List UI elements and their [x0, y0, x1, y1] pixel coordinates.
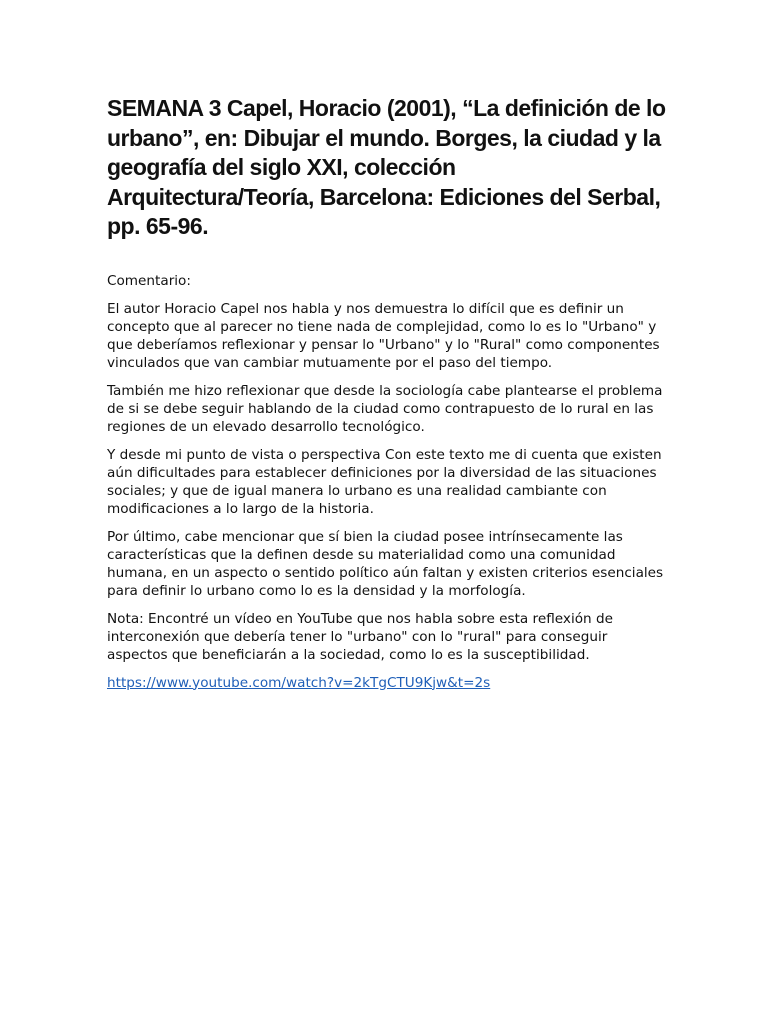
paragraph-2: También me hizo reflexionar que desde la sociología cabe plantearse el problema de si se debe seguir hablando de la ciudad como contrapuesto de lo rural en las regiones de un elevado desarrollo tecnológico.: [107, 382, 663, 435]
comment-label: Comentario:: [107, 272, 191, 289]
document-title: SEMANA 3 Capel, Horacio (2001), “La definición de lo urbano”, en: Dibujar el mundo. Borges, la ciudad y la geografía del siglo XXI, colección Arquitectura/Teoría, Barcelona: Ediciones del Serbal, pp. 65-96.: [107, 95, 666, 239]
paragraph-3: Y desde mi punto de vista o perspectiva Con este texto me di cuenta que existen aún dificultades para establecer definiciones por la diversidad de las situaciones sociales; y que de igual manera lo urbano es una realidad cambiante con modificaciones a lo largo de la historia.: [107, 446, 662, 517]
paragraph-5-note: Nota: Encontré un vídeo en YouTube que nos habla sobre esta reflexión de interconexión que debería tener lo "urbano" con lo "rural" para conseguir aspectos que beneficiarán a la sociedad, como lo es la susceptibilidad.: [107, 610, 613, 663]
paragraph-4: Por último, cabe mencionar que sí bien la ciudad posee intrínsecamente las características que la definen desde su materialidad como una comunidad humana, en un aspecto o sentido político aún faltan y existen criterios esenciales para definir lo urbano como lo es la densidad y la morfología.: [107, 528, 664, 599]
document-content: [107, 94, 667, 692]
youtube-link[interactable]: https://www.youtube.com/watch?v=2kTgCTU9Kjw&t=2s: [107, 674, 491, 691]
paragraph-1: El autor Horacio Capel nos habla y nos demuestra lo difícil que es definir un concepto que al parecer no tiene nada de complejidad, como lo es lo "Urbano" y que deberíamos reflexionar y pensar lo "Urbano" y lo "Rural" como componentes vinculados que van cambiar mutuamente por el paso del tiempo.: [107, 300, 660, 371]
